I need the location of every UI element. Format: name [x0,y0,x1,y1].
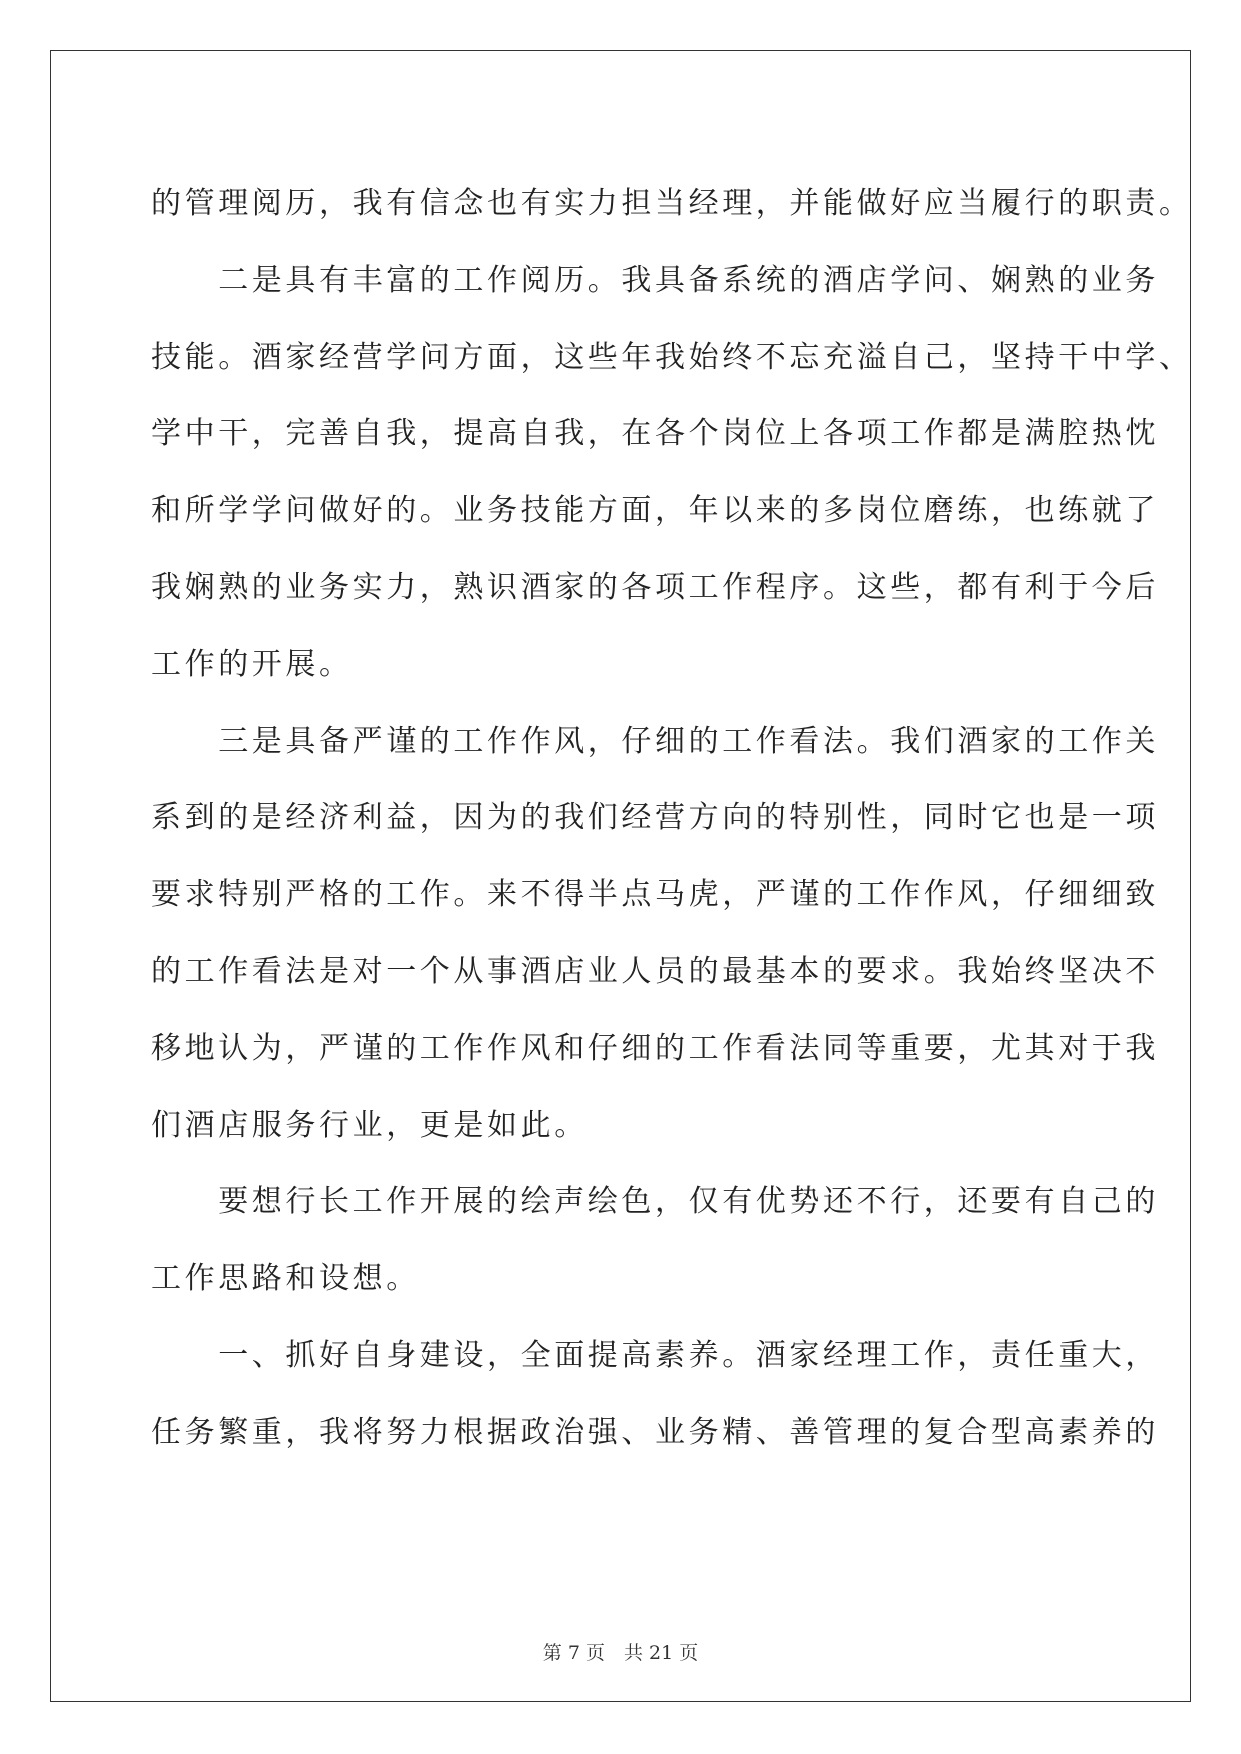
text-line: 的工作看法是对一个从事酒店业人员的最基本的要求。我始终坚决不 [151,953,1159,989]
text-line: 们酒店服务行业，更是如此。 [151,1107,588,1143]
text-line: 一、抓好自身建设，全面提高素养。酒家经理工作，责任重大， [151,1337,1159,1373]
text-line: 我娴熟的业务实力，熟识酒家的各项工作程序。这些，都有利于今后 [151,569,1159,605]
text-line: 和所学学问做好的。业务技能方面，年以来的多岗位磨练，也练就了 [151,493,1159,529]
text-line: 要求特别严格的工作。来不得半点马虎，严谨的工作作风，仔细细致 [151,877,1159,913]
text-line: 工作思路和设想。 [151,1261,420,1297]
document-body [151,166,1193,1472]
text-line: 的管理阅历，我有信念也有实力担当经理，并能做好应当履行的职责。 [151,186,1193,221]
text-line: 工作的开展。 [151,646,353,682]
text-line: 学中干，完善自我，提高自我，在各个岗位上各项工作都是满腔热忱 [151,416,1159,452]
text-line: 系到的是经济利益，因为的我们经营方向的特别性，同时它也是一项 [151,800,1159,836]
text-line: 二是具有丰富的工作阅历。我具备系统的酒店学问、娴熟的业务 [151,262,1159,298]
text-line: 三是具备严谨的工作作风，仔细的工作看法。我们酒家的工作关 [151,723,1159,759]
text-line: 移地认为，严谨的工作作风和仔细的工作看法同等重要，尤其对于我 [151,1030,1159,1066]
text-line: 任务繁重，我将努力根据政治强、业务精、善管理的复合型高素养的 [151,1414,1159,1450]
text-line: 要想行长工作开展的绘声绘色，仅有优势还不行，还要有自己的 [151,1184,1159,1220]
text-line: 技能。酒家经营学问方面，这些年我始终不忘充溢自己，坚持干中学、 [151,339,1193,375]
page-number-footer: 第 7 页 共 21 页 [542,1642,699,1664]
